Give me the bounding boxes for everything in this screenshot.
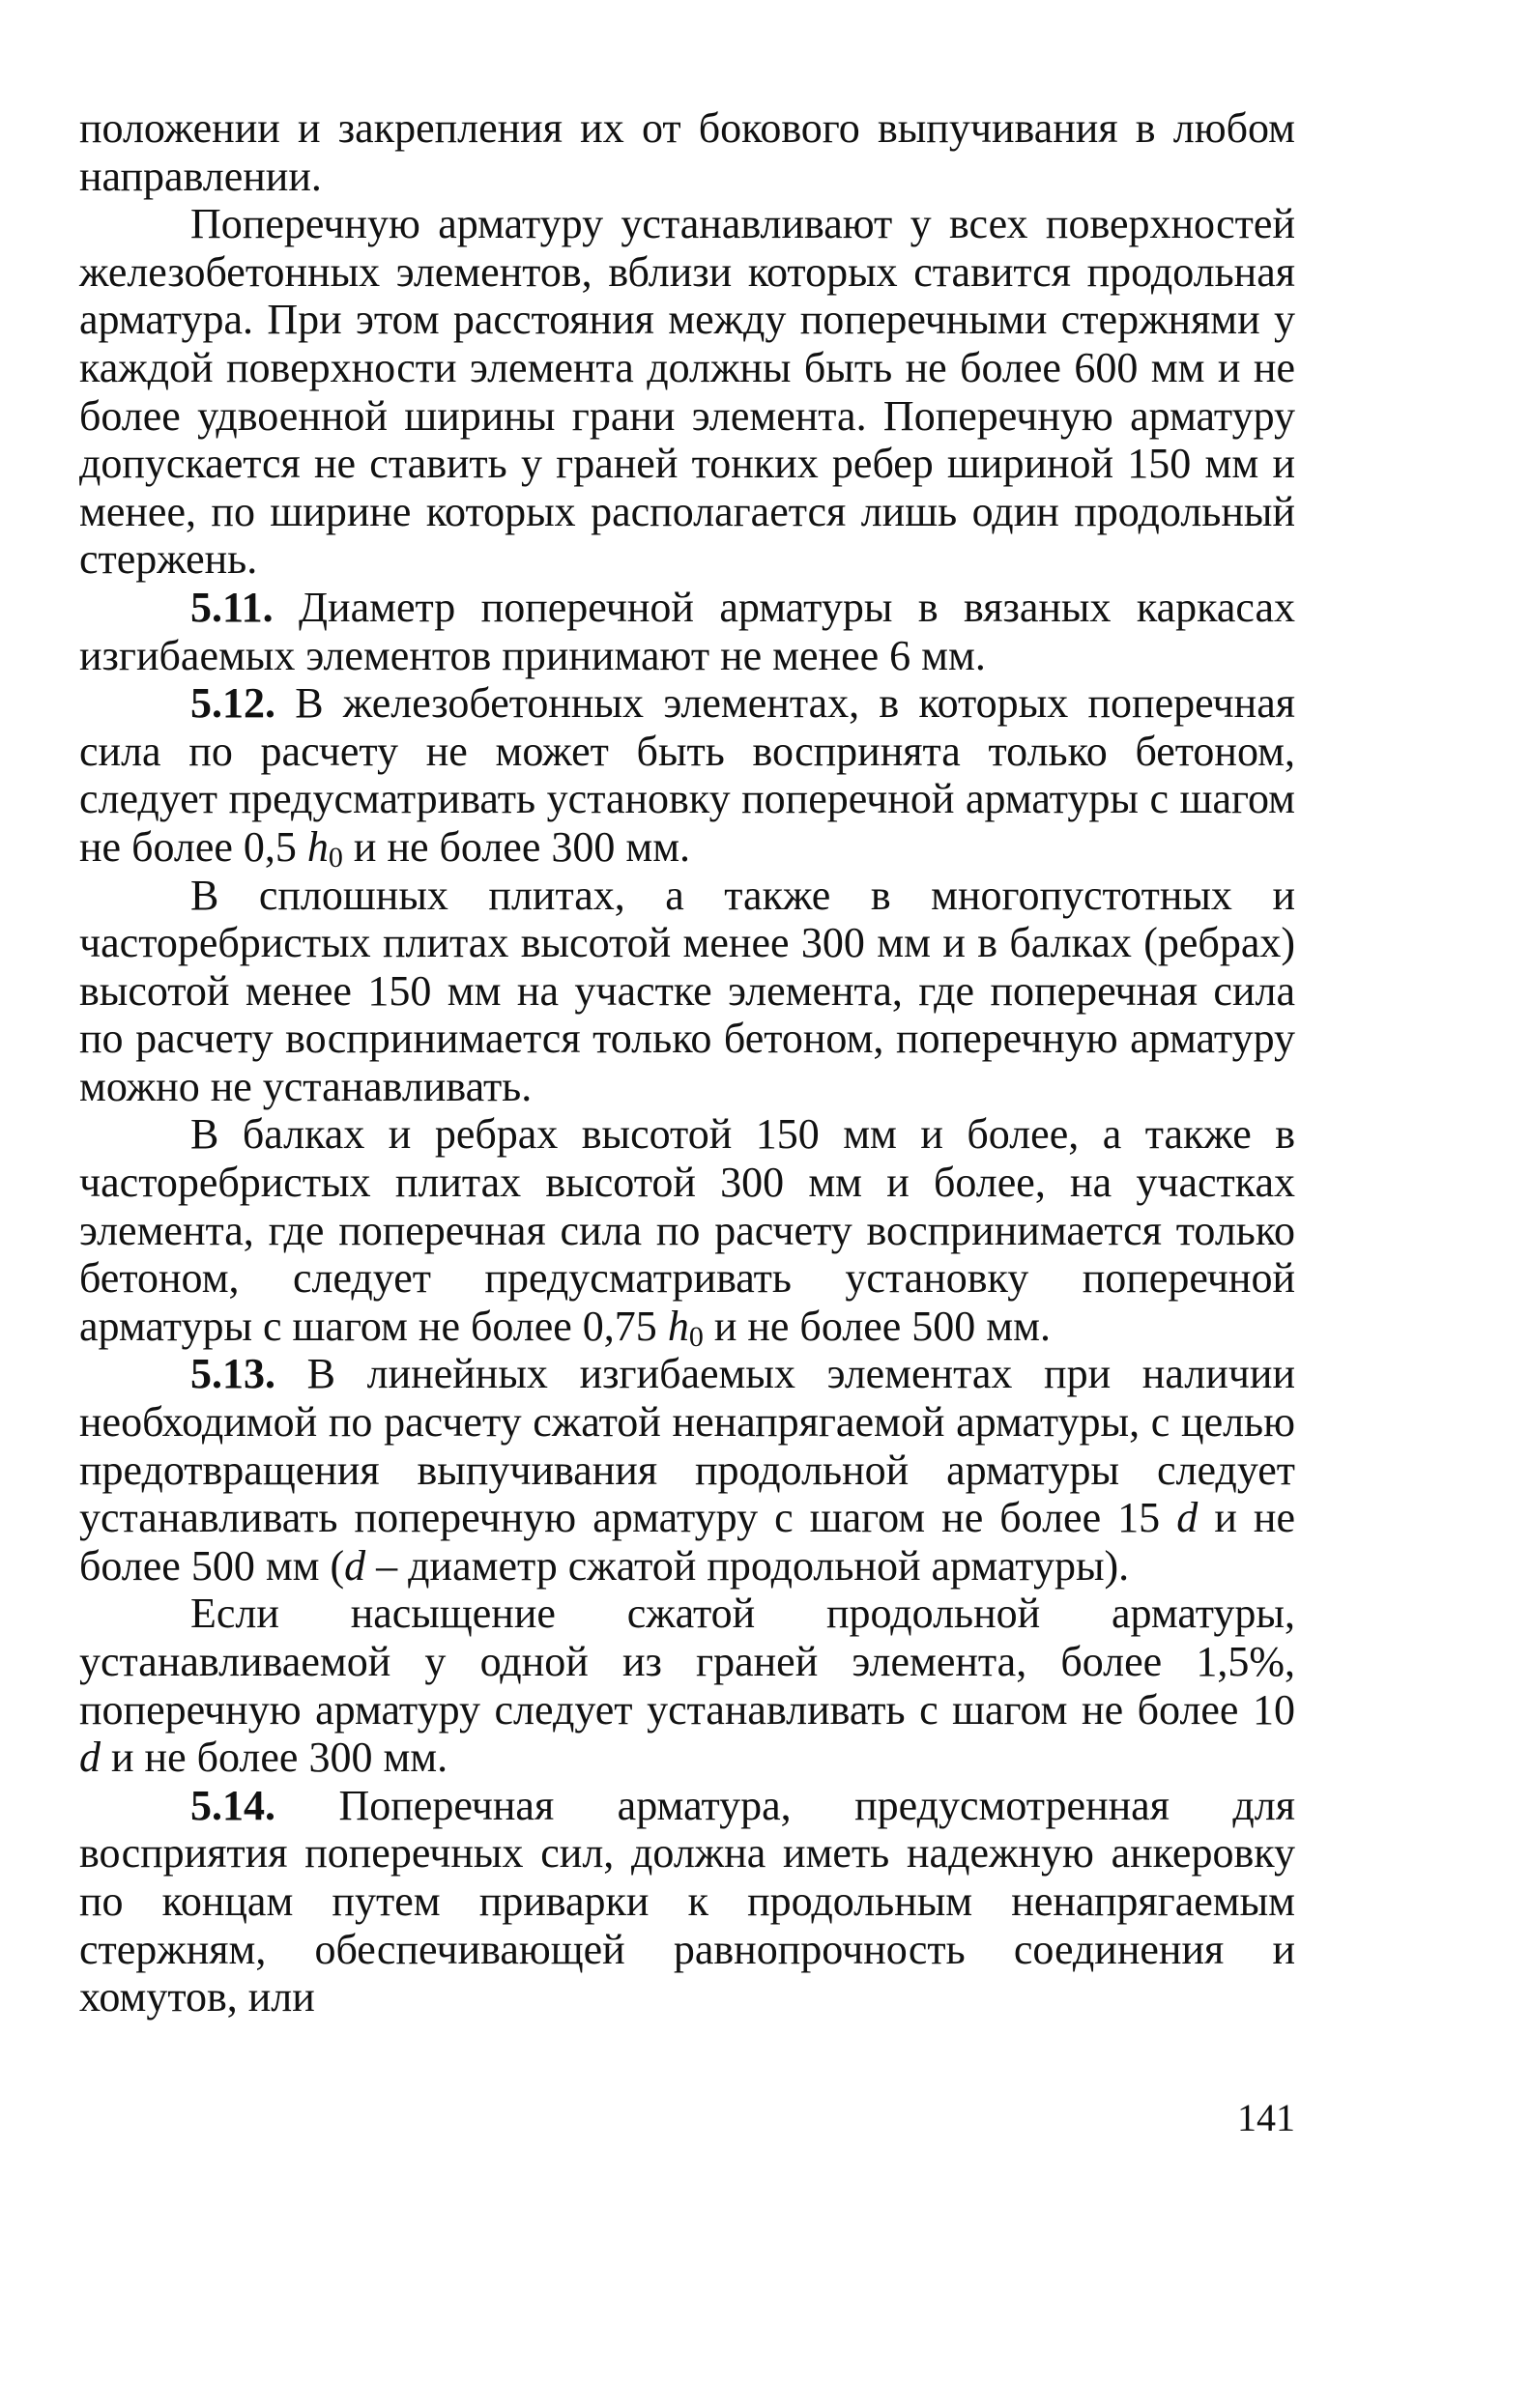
paragraph-text: Поперечная арматура, предусмотренная для восприятия поперечных сил, должна иметь надежную анкеровку по концам путем приварки к продольным ненапрягаемым стержням, обеспечивающей равнопрочность соединения и хомутов, или [79, 1781, 1295, 2021]
paragraph-text: и не более 300 мм. [342, 822, 691, 871]
page-body [79, 104, 1295, 2021]
section-5-13 [79, 1350, 1295, 1590]
paragraph-text: и не более 300 мм. [101, 1734, 448, 1782]
symbol-h: h [667, 1302, 689, 1350]
paragraph-solid-slabs [79, 872, 1295, 1111]
section-number: 5.12. [190, 679, 275, 728]
paragraph-beams-ribs [79, 1110, 1295, 1353]
symbol-h: h [306, 822, 329, 871]
paragraph-continuation [79, 104, 1295, 200]
paragraph-saturation [79, 1590, 1295, 1781]
paragraph-text: и не более 500 мм. [703, 1302, 1051, 1350]
section-number: 5.13. [190, 1350, 275, 1398]
paragraph-text: В железобетонных элементах, в которых поперечная сила по расчету не может быть воспринята только бетоном, следует предусматривать установку поперечной арматуры с шагом не более 0,5 [79, 679, 1295, 871]
subscript-zero: 0 [688, 1320, 704, 1353]
paragraph-text: положении и закрепления их от бокового выпучивания в любом направлении. [79, 104, 1295, 200]
paragraph-text: – диаметр сжатой продольной арматуры). [365, 1541, 1130, 1590]
page-number: 141 [1237, 2096, 1295, 2139]
paragraph-text: Диаметр поперечной арматуры в вязаных каркасах изгибаемых элементов принимают не менее 6 мм. [79, 583, 1295, 679]
symbol-d: d [1176, 1494, 1199, 1542]
paragraph-text: В балках и ребрах высотой 150 мм и более, а также в часторебристых плитах высотой 300 мм и более, на участках элемента, где поперечная сила по расчету воспринимается только бетоном, следует предусматривать установку поперечной арматуры с шагом не более 0,75 [79, 1110, 1295, 1350]
paragraph-text: Поперечную арматуру устанавливают у всех поверхностей железобетонных элементов, вблизи которых ставится продольная арматура. При этом расстояния между поперечными стержнями у каждой поверхности элемента должны быть не более 600 мм и не более удвоенной ширины грани элемента. Поперечную арматуру допускается не ставить у граней тонких ребер шириной 150 мм и менее, по ширине которых располагается лишь один продольный стержень. [79, 200, 1295, 584]
section-5-14 [79, 1782, 1295, 2021]
subscript-zero: 0 [328, 841, 343, 874]
symbol-d: d [344, 1541, 366, 1590]
section-5-12 [79, 679, 1295, 874]
section-number: 5.14. [190, 1781, 275, 1829]
section-number: 5.11. [190, 583, 274, 631]
paragraph-text: В линейных изгибаемых элементах при наличии необходимой по расчету сжатой ненапрягаемой арматуры, с целью предотвращения выпучивания продольной арматуры следует устанавливать поперечную арматуру с шагом не более 15 [79, 1350, 1295, 1542]
symbol-d: d [79, 1734, 101, 1782]
section-5-11 [79, 584, 1295, 679]
paragraph-text: и не более 500 мм ( [79, 1494, 1295, 1590]
paragraph-text: Если насыщение сжатой продольной арматуры, устанавливаемой у одной из граней элемента, более 1,5%, поперечную арматуру следует устанавливать с шагом не более 10 [79, 1590, 1295, 1734]
paragraph-transverse-reinforcement [79, 200, 1295, 584]
paragraph-text: В сплошных плитах, а также в многопустотных и часторебристых плитах высотой менее 300 мм и в балках (ребрах) высотой менее 150 мм на участке элемента, где поперечная сила по расчету воспринимается только бетоном, поперечную арматуру можно не устанавливать. [79, 871, 1295, 1110]
